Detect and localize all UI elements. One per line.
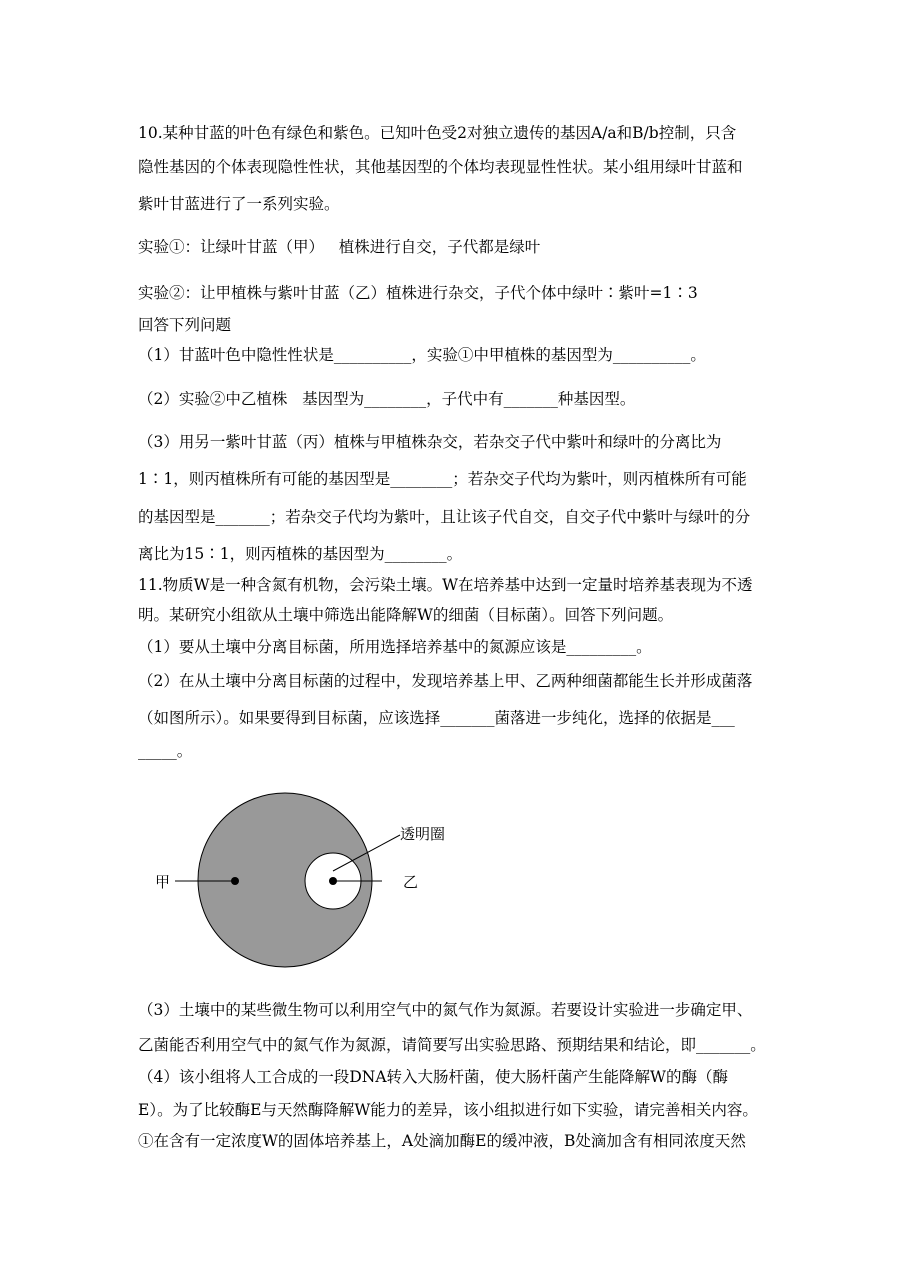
- text-line: _____。: [138, 742, 193, 760]
- text-line: 乙菌能否利用空气中的氮气作为氮源，请简要写出实验思路、预期结果和结论，即_______。: [138, 1036, 766, 1054]
- text-line: （如图所示）。如果要得到目标菌，应该选择_______菌落进一步纯化，选择的依据是___: [138, 709, 735, 727]
- text-line: 10.某种甘蓝的叶色有绿色和紫色。已知叶色受2对独立遗传的基因A/a和B/b控制，只含: [138, 124, 737, 142]
- culture-plate-figure: [150, 785, 480, 975]
- text-line: 离比为15∶1，则丙植株的基因型为________。: [138, 545, 463, 563]
- text-line: 的基因型是_______；若杂交子代均为紫叶，且让该子代自交，自交子代中紫叶与绿叶的分: [138, 508, 751, 526]
- text-line: （1）甘蓝叶色中隐性性状是__________，实验①中甲植株的基因型为__________。: [138, 346, 706, 364]
- text-line: （2）实验②中乙植株 基因型为________，子代中有_______种基因型。: [138, 390, 636, 408]
- text-line: 紫叶甘蓝进行了一系列实验。: [138, 195, 340, 213]
- text-line: E）。为了比较酶E与天然酶降解W能力的差异，该小组拟进行如下实验，请完善相关内容。: [138, 1101, 758, 1119]
- text-line: 11.物质W是一种含氮有机物，会污染土壤。W在培养基中达到一定量时培养基表现为不透: [138, 576, 753, 594]
- text-line: 1∶1，则丙植株所有可能的基因型是________；若杂交子代均为紫叶，则丙植株所有可能: [138, 470, 747, 488]
- text-line: （3）土壤中的某些微生物可以利用空气中的氮气作为氮源。若要设计实验进一步确定甲、: [138, 1001, 753, 1019]
- text-line: （2）在从土壤中分离目标菌的过程中，发现培养基上甲、乙两种细菌都能生长并形成菌落: [138, 672, 753, 690]
- text-line: （3）用另一紫叶甘蓝（丙）植株与甲植株杂交，若杂交子代中紫叶和绿叶的分离比为: [138, 433, 722, 451]
- text-line: 回答下列问题: [138, 316, 232, 334]
- text-line: （1）要从土壤中分离目标菌，所用选择培养基中的氮源应该是_________。: [138, 638, 652, 656]
- label-yi: 乙: [403, 873, 419, 891]
- label-jia: 甲: [155, 873, 171, 891]
- text-line: ①在含有一定浓度W的固体培养基上，A处滴加酶E的缓冲液，B处滴加含有相同浓度天然: [138, 1132, 746, 1150]
- text-line: 实验①：让绿叶甘蓝（甲） 植株进行自交，子代都是绿叶: [138, 238, 541, 256]
- text-line: （4）该小组将人工合成的一段DNA转入大肠杆菌，使大肠杆菌产生能降解W的酶（酶: [138, 1068, 728, 1086]
- label-halo: 透明圈: [400, 825, 446, 843]
- text-line: 明。某研究小组欲从土壤中筛选出能降解W的细菌（目标菌）。回答下列问题。: [138, 606, 674, 624]
- text-line: 隐性基因的个体表现隐性性状，其他基因型的个体均表现显性性状。某小组用绿叶甘蓝和: [138, 158, 743, 176]
- text-line: 实验②：让甲植株与紫叶甘蓝（乙）植株进行杂交，子代个体中绿叶∶紫叶=1∶3: [138, 284, 698, 302]
